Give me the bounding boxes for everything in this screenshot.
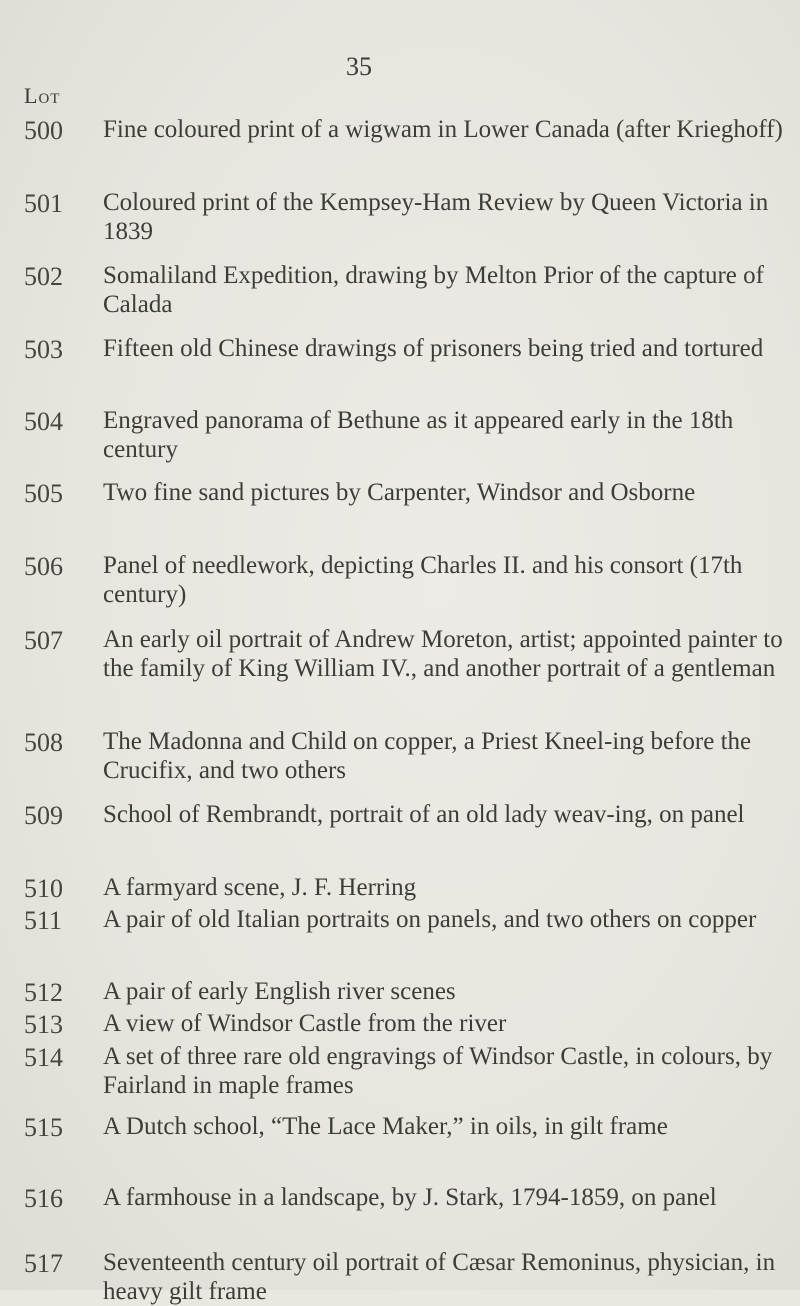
lot-description: Fine coloured print of a wigwam in Lower Canada (after Krieghoff) xyxy=(103,116,783,143)
lot-number: 513 xyxy=(24,1010,63,1039)
lot-description: A set of three rare old engravings of Windsor Castle, in colours, by Fairland in maple frames xyxy=(103,1043,773,1099)
lot-number: 512 xyxy=(24,978,63,1007)
lot-number: 515 xyxy=(24,1113,63,1142)
lot-number: 511 xyxy=(24,906,63,935)
lot-number: 502 xyxy=(24,262,63,291)
lot-description: A view of Windsor Castle from the river xyxy=(103,1010,507,1037)
lot-description: Panel of needlework, depicting Charles II. and his consort (17th century) xyxy=(103,552,743,608)
lot-description: A farmhouse in a landscape, by J. Stark, 1794-1859, on panel xyxy=(103,1184,717,1211)
lot-description: Two fine sand pictures by Carpenter, Windsor and Osborne xyxy=(103,479,696,506)
lot-description: A pair of old Italian portraits on panels, and two others on copper xyxy=(103,906,757,933)
lot-description: A pair of early English river scenes xyxy=(103,978,456,1005)
lot-description: Engraved panorama of Bethune as it appeared early in the 18th century xyxy=(103,407,734,463)
lot-description: The Madonna and Child on copper, a Priest Kneel-ing before the Crucifix, and two others xyxy=(103,728,752,784)
lot-number: 507 xyxy=(24,626,63,655)
lot-description: A Dutch school, “The Lace Maker,” in oils, in gilt frame xyxy=(103,1113,668,1140)
lot-number: 505 xyxy=(24,479,63,508)
lot-number: 508 xyxy=(24,728,63,757)
lot-column-heading: Lot xyxy=(24,83,61,108)
lot-description: School of Rembrandt, portrait of an old lady weav-ing, on panel xyxy=(103,801,745,828)
lot-number: 500 xyxy=(24,116,63,145)
lot-description: An early oil portrait of Andrew Moreton, artist; appointed painter to the family of King William IV., and another portrait of a gentleman xyxy=(103,626,783,682)
lot-number: 516 xyxy=(24,1184,63,1213)
lot-description: Coloured print of the Kempsey-Ham Review by Queen Victoria in 1839 xyxy=(103,189,769,245)
lot-description: A farmyard scene, J. F. Herring xyxy=(103,874,417,901)
lot-number: 517 xyxy=(24,1249,63,1278)
lot-number: 510 xyxy=(24,874,63,903)
lot-description: Fifteen old Chinese drawings of prisoners being tried and tortured xyxy=(103,335,764,362)
lot-number: 506 xyxy=(24,552,63,581)
lot-number: 501 xyxy=(24,189,63,218)
lot-description: Seventeenth century oil portrait of Cæsar Remoninus, physician, in heavy gilt frame xyxy=(103,1249,776,1305)
lot-number: 514 xyxy=(24,1043,63,1072)
lot-number: 509 xyxy=(24,801,63,830)
page-number: 35 xyxy=(346,52,372,81)
lot-description: Somaliland Expedition, drawing by Melton Prior of the capture of Calada xyxy=(103,262,764,318)
lot-number: 503 xyxy=(24,335,63,364)
lot-number: 504 xyxy=(24,407,63,436)
